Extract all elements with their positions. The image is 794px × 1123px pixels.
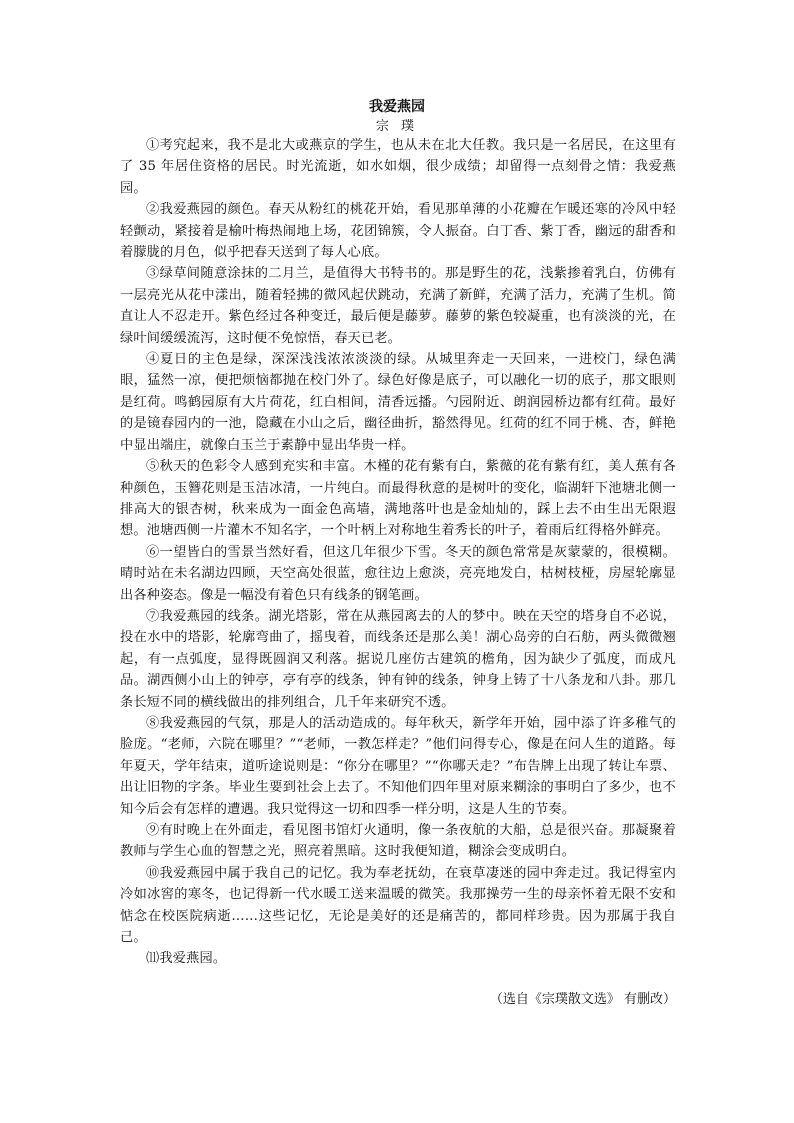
paragraph-7: ⑦我爱燕园的线条。湖光塔影，常在从燕园离去的人的梦中。映在天空的塔身自不必说，投在水中的塔影，轮廓弯曲了，摇曳着，而线条还是那么美！湖心岛旁的白石舫，两头微微翘起，有一点弧度，显得既圆润又利落。据说几座仿古建筑的檐角，因为缺少了弧度，而成凡品。湖西侧小山上的钟亭，亭有亭的线条，钟有钟的线条，钟身上铸了十八条龙和八卦。那几条长短不同的横线做出的排列组合，几千年来研究不透。 (120, 608, 676, 710)
paragraph-10: ⑩我爱燕园中属于我自己的记忆。我为奉老抚幼，在衰草凄迷的园中奔走过。我记得室内冷如冰窖的寒冬，也记得新一代水暖工送来温暖的微笑。我那操劳一生的母亲怀着无限不安和惦念在校医院病逝……这些记忆，无论是美好的还是痛苦的，都同样珍贵。因为那属于我自己。 (120, 865, 676, 946)
document-body (120, 135, 676, 970)
document-title: 我爱燕园 (369, 99, 425, 115)
paragraph-4: ④夏日的主色是绿，深深浅浅浓浓淡淡的绿。从城里奔走一天回来，一进校门，绿色满眼，猛然一凉，便把烦恼都抛在校门外了。绿色好像是底子，可以融化一切的底子，那文眼则是红荷。鸣鹤园原有大片荷花，红白相间，清香远播。勺园附近、朗润园桥边都有红荷。最好的是镜春园内的一池，隐藏在小山之后，幽径曲折，豁然得见。红荷的红不同于桃、杏，鲜艳中显出端庄，就像白玉兰于素静中显出华贵一样。 (120, 352, 676, 453)
paragraph-5: ⑤秋天的色彩令人感到充实和丰富。木槿的花有紫有白，紫薇的花有紫有红，美人蕉有各种颜色，玉簪花则是玉洁冰清，一片纯白。而最得秋意的是树叶的变化，临湖轩下池塘北侧一排高大的银杏树，秋来成为一面金色高墙，满地落叶也是金灿灿的，踩上去不由生出无限遐想。池塘西侧一片灌木不知名字，一个叶柄上对称地生着秀长的叶子，着雨后红得格外鲜亮。 (120, 459, 676, 539)
paragraph-9: ⑨有时晚上在外面走，看见图书馆灯火通明，像一条夜航的大船，总是很兴奋。那凝聚着教师与学生心血的智慧之光，照亮着黑暗。这时我便知道，糊涂会变成明白。 (120, 823, 676, 860)
paragraph-8: ⑧我爱燕园的气氛，那是人的活动造成的。每年秋天，新学年开始，园中添了许多稚气的脸庞。“老师，六院在哪里？”“老师，一教怎样走？”他们问得专心，像是在问人生的道路。每年夏天，学年结束，道听途说则是：“你分在哪里？”“你哪天走？”布告牌上出现了转让车票、出让旧物的字条。毕业生要到社会上去了。不知他们四年里对原来糊涂的事明白了多少，也不知今后会有怎样的遭遇。我只觉得这一切和四季一样分明，这是人生的节奏。 (120, 715, 676, 817)
paragraph-11: ⑾我爱燕园。 (146, 951, 227, 967)
document-author: 宗 璞 (375, 119, 419, 134)
paragraph-1: ①考究起来，我不是北大或燕京的学生，也从未在北大任教。我只是一名居民，在这里有了 35 年居住资格的居民。时光流逝，如水如烟，很少成绩；却留得一点刻骨之情：我爱燕园。 (120, 138, 676, 196)
paragraph-6: ⑥一望皆白的雪景当然好看，但这几年很少下雪。冬天的颜色常常是灰蒙蒙的，很模糊。晴时站在未名湖边四顾，天空高处很蓝，愈往边上愈淡，亮亮地发白，枯树枝桠，房屋轮廓显出各种姿态。像是一幅没有着色只有线条的钢笔画。 (120, 544, 676, 603)
source-citation: （选自《宗璞散文选》 有删改） (489, 992, 676, 1007)
paragraph-3: ③绿草间随意涂抹的二月兰，是值得大书特书的。那是野生的花，浅紫掺着乳白，仿佛有一层亮光从花中漾出，随着轻拂的微风起伏跳动，充满了新鲜，充满了活力，充满了生机。简直让人不忍走开。紫色经过各种变迁，最后便是藤萝。藤萝的紫色较凝重，也有淡淡的光，在绿叶间缓缓流泻，这时便不免惊悟，春天已老。 (120, 266, 676, 346)
paragraph-2: ②我爱燕园的颜色。春天从粉红的桃花开始，看见那单薄的小花瓣在乍暖还寒的冷风中轻轻颤动，紧接着是榆叶梅热闹地上场，花团锦簇，令人振奋。白丁香、紫丁香，幽远的甜香和着朦胧的月色，似乎把春天送到了每人心底。 (120, 202, 676, 261)
